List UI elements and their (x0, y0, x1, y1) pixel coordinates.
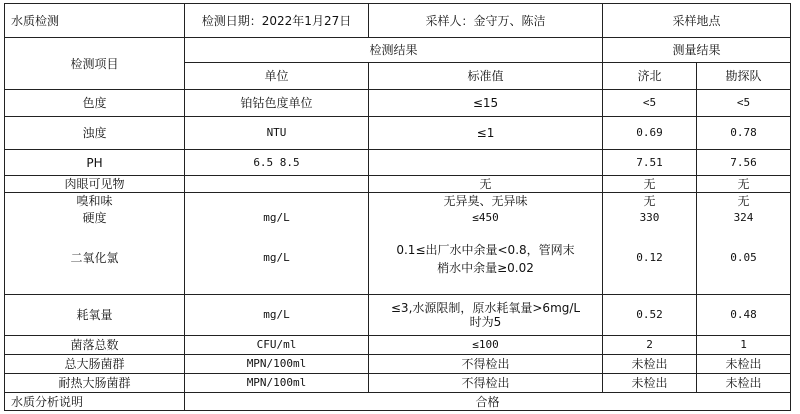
site2-label: 勘探队 (697, 63, 791, 90)
site1-value: 无 (643, 193, 656, 208)
item-name: PH (5, 150, 185, 176)
item-standard: 时为5 (469, 315, 502, 329)
item-name: 肉眼可见物 (5, 176, 185, 193)
merged-block-row (5, 193, 791, 295)
table-row (5, 90, 791, 117)
site2-value: 无 (697, 176, 791, 193)
sites-label: 采样地点 (603, 4, 791, 38)
samplers: 采样人：金守万、陈洁 (369, 4, 603, 38)
site1-value: 无 (603, 176, 697, 193)
site2-value: 1 (697, 336, 791, 355)
site1-label: 济北 (603, 63, 697, 90)
item-unit: NTU (185, 117, 369, 150)
standard-label: 标准值 (369, 63, 603, 90)
site2-value: 未检出 (697, 355, 791, 374)
item-standard-block (369, 193, 603, 295)
table-row (5, 176, 791, 193)
site2-block (697, 193, 791, 295)
item-standard: ≤3,水源限制，原水耗氧量>6mg/L (390, 301, 581, 315)
item-unit: CFU/ml (185, 336, 369, 355)
site1-value: <5 (603, 90, 697, 117)
item-name: 耗氧量 (5, 295, 185, 336)
item-name: 硬度 (82, 210, 107, 225)
site1-value: 0.52 (603, 295, 697, 336)
subheader-row (5, 38, 791, 63)
site1-value: 7.51 (603, 150, 697, 176)
footer-row (5, 393, 791, 411)
item-unit-block (185, 193, 369, 295)
site2-value: 0.78 (697, 117, 791, 150)
item-name: 浊度 (5, 117, 185, 150)
results-label: 检测结果 (185, 38, 603, 63)
measure-label: 测量结果 (603, 38, 791, 63)
item-unit (185, 194, 368, 211)
item-name: 二氧化氯 (70, 250, 119, 265)
site1-value: 0.12 (636, 250, 663, 264)
item-standard: 不得检出 (369, 374, 603, 393)
item-standard-multiline (369, 295, 603, 336)
item-name: 嗅和味 (76, 193, 113, 208)
site2-value: 未检出 (697, 374, 791, 393)
site1-value: 0.69 (603, 117, 697, 150)
item-unit: mg/L (263, 250, 290, 264)
item-name: 总大肠菌群 (5, 355, 185, 374)
item-label: 检测项目 (5, 38, 185, 90)
analysis-label: 水质分析说明 (5, 393, 185, 411)
item-standard: 梢水中余量≥0.02 (437, 260, 534, 275)
item-unit: MPN/100ml (185, 374, 369, 393)
item-standard: 无 (369, 176, 603, 193)
item-standard: ≤100 (369, 336, 603, 355)
site1-value: 未检出 (603, 355, 697, 374)
site1-value: 2 (603, 336, 697, 355)
item-standard: 0.1≤出厂水中余量<0.8，管网末 (396, 242, 575, 257)
item-standard (369, 150, 603, 176)
site2-value: 7.56 (697, 150, 791, 176)
item-unit: mg/L (185, 295, 369, 336)
test-date: 检测日期：2022年1月27日 (185, 4, 369, 38)
item-name: 色度 (5, 90, 185, 117)
item-standard: ≤15 (369, 90, 603, 117)
item-unit: 6.5 8.5 (185, 150, 369, 176)
site2-value: 0.05 (730, 250, 757, 264)
item-standard: 无异臭、无异味 (443, 193, 528, 208)
item-standard: ≤1 (369, 117, 603, 150)
site2-value: 324 (733, 210, 754, 224)
site1-value: 330 (639, 210, 660, 224)
table-row (5, 295, 791, 336)
site2-value: 无 (737, 193, 750, 208)
item-unit: 铂钴色度单位 (185, 90, 369, 117)
site1-block (603, 193, 697, 295)
item-name: 耐热大肠菌群 (5, 374, 185, 393)
site2-value: <5 (697, 90, 791, 117)
site1-value: 未检出 (603, 374, 697, 393)
analysis-result: 合格 (185, 393, 791, 411)
table-row (5, 336, 791, 355)
item-unit: mg/L (263, 210, 290, 224)
item-unit (185, 176, 369, 193)
item-unit: MPN/100ml (185, 355, 369, 374)
site2-value: 0.48 (697, 295, 791, 336)
table-row (5, 374, 791, 393)
item-standard: ≤450 (472, 210, 499, 224)
sheet-title: 水质检测 (5, 4, 185, 38)
header-row (5, 4, 791, 38)
item-name: 菌落总数 (5, 336, 185, 355)
table-row (5, 355, 791, 374)
table-row (5, 117, 791, 150)
item-name-block (5, 193, 185, 295)
table-row (5, 150, 791, 176)
unit-label: 单位 (185, 63, 369, 90)
water-quality-table (4, 3, 791, 411)
item-standard: 不得检出 (369, 355, 603, 374)
